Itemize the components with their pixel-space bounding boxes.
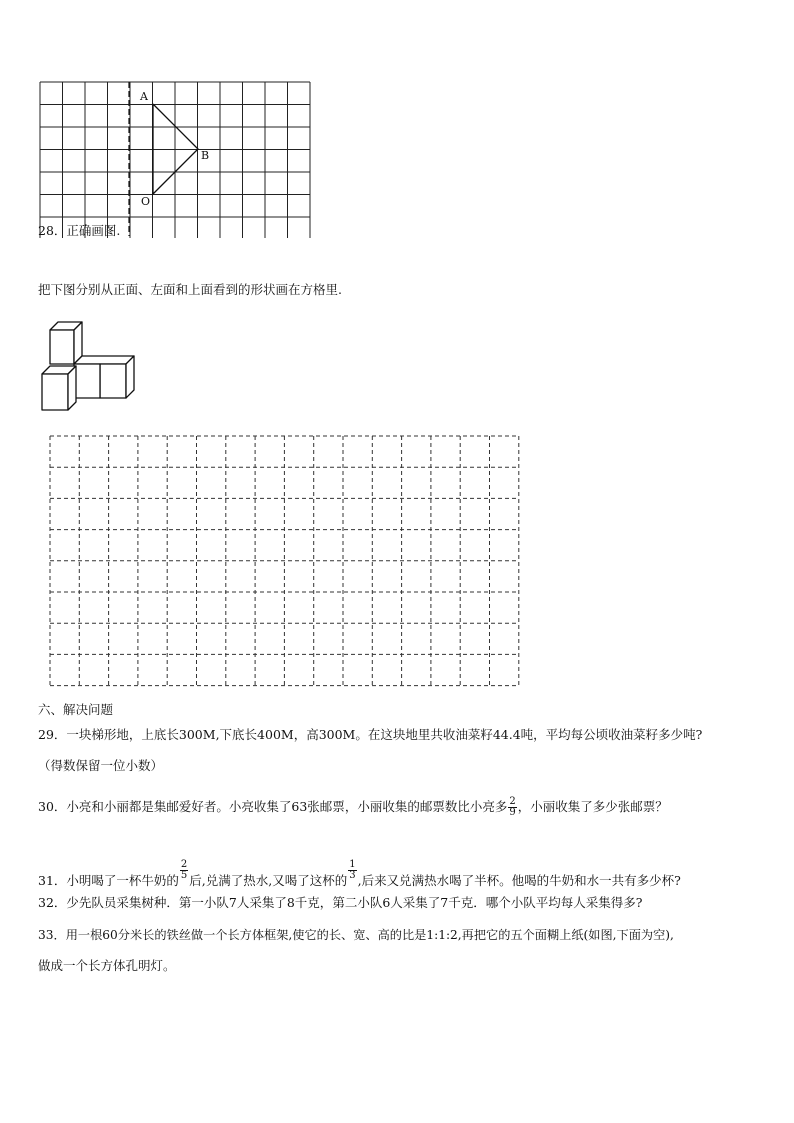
q31 [38,860,681,889]
q31-frac1-num: 2 [180,859,188,870]
dashed-answer-grid [44,432,526,692]
q30-frac-num: 2 [509,796,516,807]
q31-part3: ,后来又兑满热水喝了半杯。他喝的牛奶和水一共有多少杯? [357,873,681,888]
cube-right-front [100,364,126,398]
square-grid [40,82,310,238]
q33-line2: 做成一个长方体孔明灯。 [38,958,176,973]
cube-front-front [42,374,68,410]
cube-figure [36,318,140,416]
q29-note: （得数保留一位小数） [38,758,164,773]
cube-mid-front [74,364,100,398]
section-heading: 六、解决问题 [38,702,114,717]
q30 [38,795,668,819]
q30-fraction [508,797,516,818]
cube-front-side [68,366,76,410]
grid-figure [36,80,316,238]
q32-text: 32．少先队员采集树种．第一小队7人采集了8千克，第二小队6人采集了7千克．哪个小队平均每人采集得多? [38,895,643,910]
q31-fraction-2 [348,860,356,881]
q31-frac2-den: 3 [349,870,356,881]
label-b: B [201,149,210,162]
cube-top-front [50,330,74,364]
q31-part2: 后,兑满了热水,又喝了这杯的 [189,873,348,888]
cube-row-top [74,356,134,364]
cube-right-side [126,356,134,398]
q30-text-after: ，小丽收集了多少张邮票？ [517,799,668,814]
q29-text: 29．一块梯形地，上底长300M,下底长400M，高300M。在这块地里共收油菜籽44.4吨，平均每公顷收油菜籽多少吨? [38,727,703,742]
q31-frac1-den: 5 [180,870,188,881]
q31-frac2-num: 1 [349,859,356,870]
q31-part1: 31．小明喝了一杯牛奶的 [38,873,179,888]
q28-instruction: 把下图分别从正面、左面和上面看到的形状画在方格里. [38,282,342,297]
q30-frac-den: 9 [509,807,516,818]
q31-fraction-1 [180,860,188,881]
q30-text-before: 30．小亮和小丽都是集邮爱好者。小亮收集了63张邮票，小丽收集的邮票数比小亮多 [38,799,508,814]
dashed-grid-lines [50,436,519,686]
q33-line1: 33．用一根60分米长的铁丝做一个长方体框架,使它的长、宽、高的比是1:1:2,再把它的五个面糊上纸(如图,下面为空), [38,928,674,942]
label-a: A [140,90,148,103]
label-o: O [141,195,151,208]
q28-title: 28．正确画图. [38,223,121,238]
